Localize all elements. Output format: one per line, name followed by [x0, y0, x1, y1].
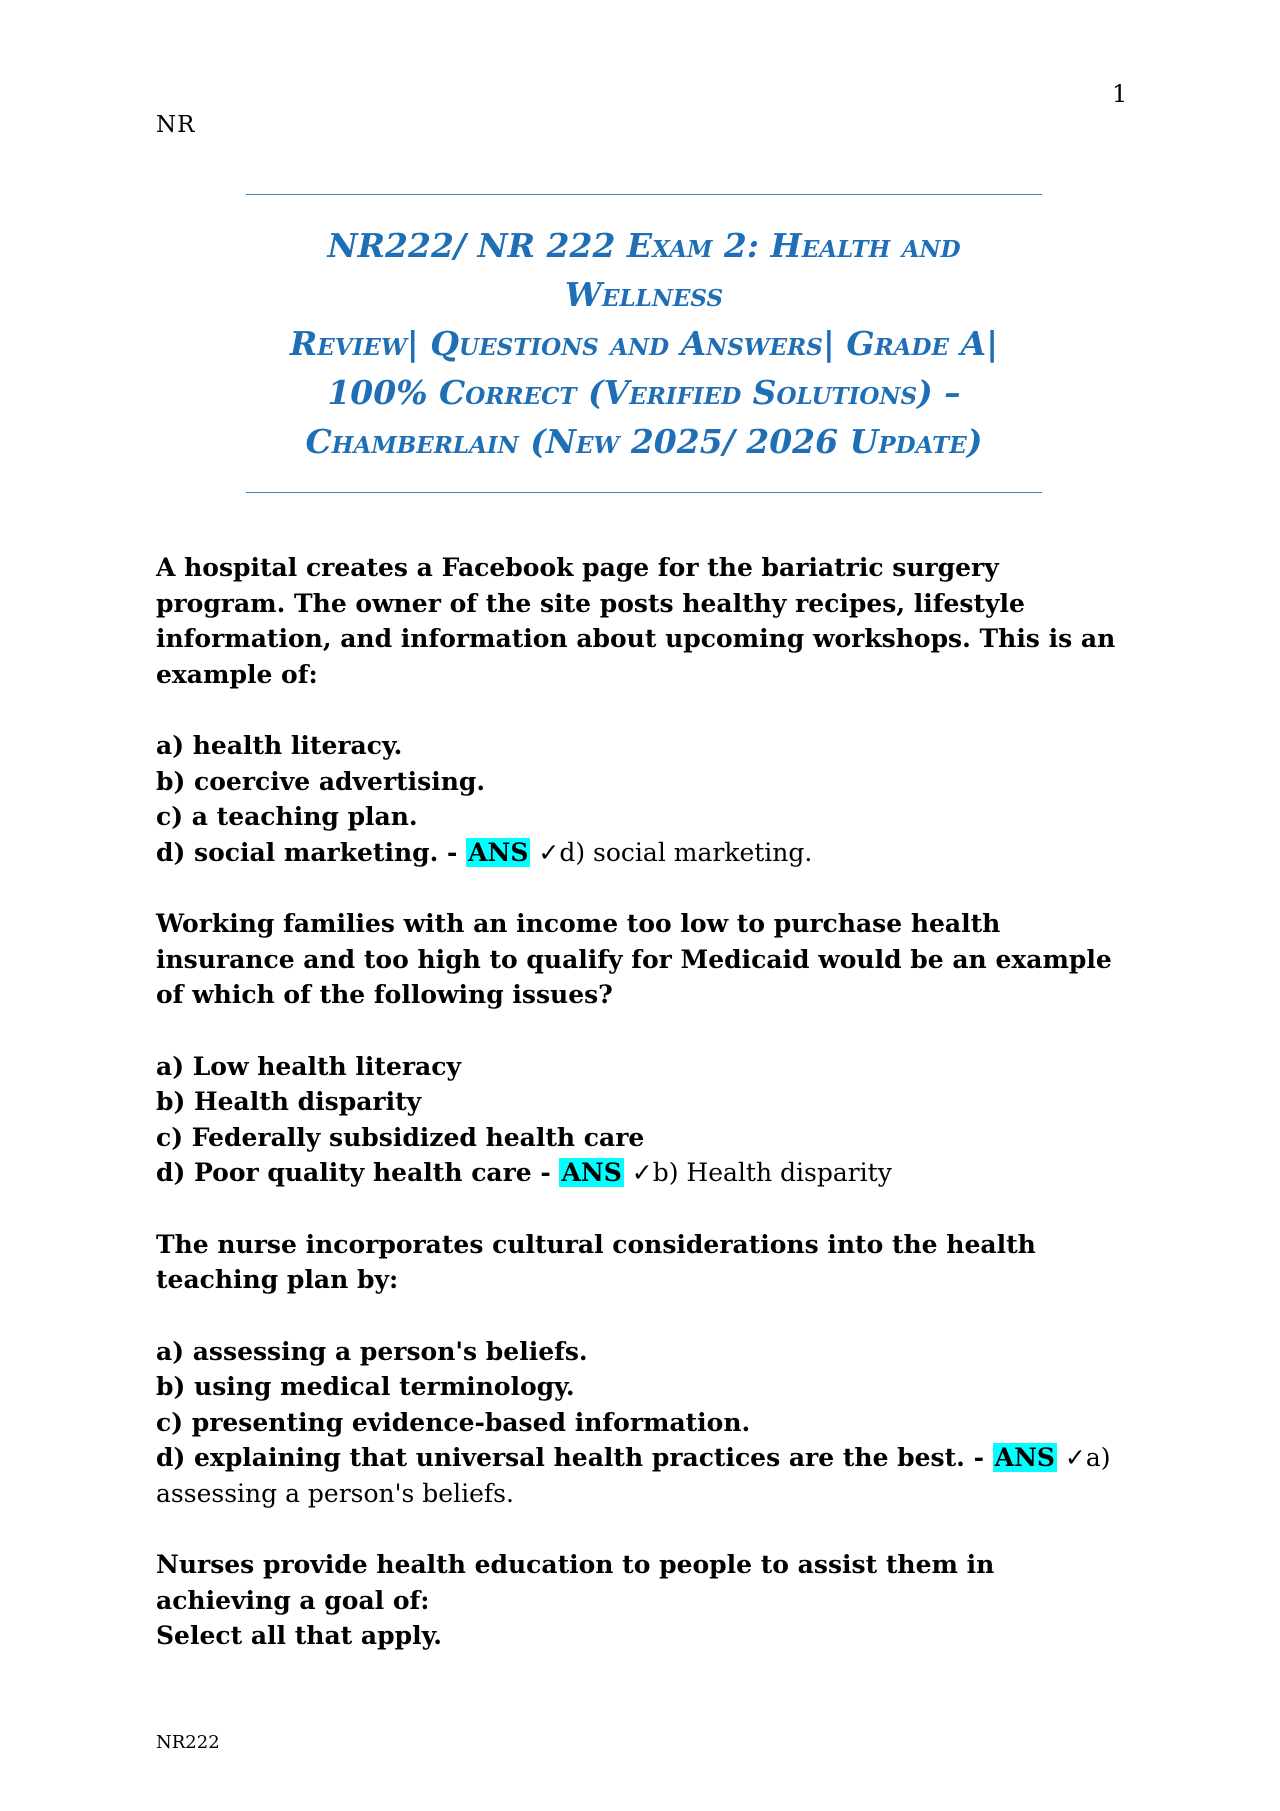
option: c) presenting evidence-based information.	[156, 1407, 751, 1437]
question-stem: Nurses provide health education to people to assist them in achieving a goal of:	[156, 1550, 995, 1615]
question-list	[156, 550, 1136, 1690]
question-3	[156, 1227, 1136, 1512]
question-instruction: Select all that apply.	[156, 1621, 442, 1650]
option: b) using medical terminology.	[156, 1372, 575, 1401]
footer-label: NR222	[156, 1732, 220, 1753]
option: a) assessing a person's beliefs.	[156, 1336, 588, 1366]
title-rule-bottom	[246, 492, 1042, 493]
option: d) explaining that universal health practices are the best. -	[156, 1443, 993, 1472]
answer-highlight: ANS	[468, 837, 529, 867]
document-title	[246, 221, 1042, 466]
answer-highlight: ANS	[994, 1443, 1055, 1472]
option: c) Federally subsidized health care	[156, 1122, 645, 1152]
title-line: Review| Questions and Answers| Grade A|	[289, 324, 999, 363]
answer-text: ✓b) Health disparity	[623, 1158, 892, 1187]
title-line: Chamberlain (New 2025/ 2026 Update)	[305, 422, 983, 461]
option: b) Health disparity	[156, 1087, 422, 1116]
option: b) coercive advertising.	[156, 766, 486, 796]
option: a) Low health literacy	[156, 1051, 461, 1081]
question-stem: A hospital creates a Facebook page for the bariatric surgery program. The owner of the site posts healthy recipes, lifestyle information, and information about upcoming workshops. This is an example of:	[156, 553, 1116, 689]
option-with-answer	[156, 1155, 1136, 1191]
answer-highlight: ANS	[561, 1158, 622, 1187]
answer-text: ✓a) assessing a person's beliefs.	[156, 1443, 1111, 1508]
option-with-answer	[156, 835, 1136, 871]
option: d) Poor quality health care -	[156, 1158, 560, 1187]
answer-text: ✓d) social marketing.	[530, 837, 813, 867]
question-4	[156, 1547, 1136, 1654]
question-stem: Working families with an income too low to purchase health insurance and too high to qualify for Medicaid would be an example of which of the following issues?	[156, 909, 1112, 1009]
question-stem: The nurse incorporates cultural considerations into the health teaching plan by:	[156, 1229, 1036, 1294]
title-line: NR222/ NR 222 Exam 2: Health and Wellness	[327, 226, 961, 314]
title-block	[246, 194, 1042, 493]
question-1	[156, 550, 1136, 870]
header-label: NR	[156, 112, 196, 138]
title-rule-top	[246, 194, 1042, 195]
option: c) a teaching plan.	[156, 802, 418, 831]
option: d) social marketing. -	[156, 837, 467, 867]
option: a) health literacy.	[156, 731, 403, 760]
question-2	[156, 906, 1136, 1191]
title-line: 100% Correct (Verified Solutions) –	[327, 373, 961, 412]
page-number: 1	[1112, 80, 1128, 108]
option-with-answer	[156, 1440, 1136, 1511]
